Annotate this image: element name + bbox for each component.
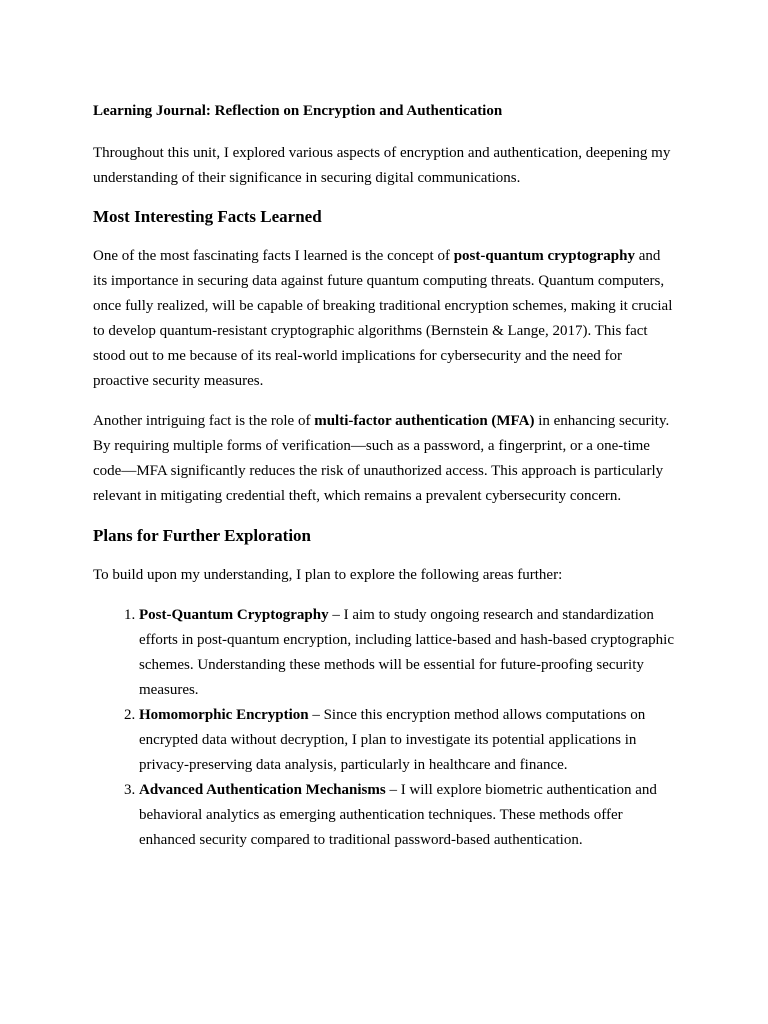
paragraph-text: One of the most fascinating facts I learned is the concept of — [93, 248, 454, 264]
paragraph-text: and its importance in securing data against future quantum computing threats. Quantum computers, once fully realized, will be capable of breaking traditional encryption schemes, making it crucial to develop quantum-resistant cryptographic algorithms (Bernstein & Lange, 2017). This fact stood out to me because of its real-world implications for cybersecurity and the need for proactive security measures. — [93, 248, 673, 389]
list-item-title: Post-Quantum Cryptography — [139, 607, 329, 623]
bold-term: post-quantum cryptography — [453, 248, 635, 264]
list-item-text: – I will explore biometric authentication and behavioral analytics as emerging authentication techniques. These methods offer enhanced security compared to traditional password-based authentication. — [139, 782, 657, 848]
list-item-title: Advanced Authentication Mechanisms — [139, 782, 386, 798]
list-item — [139, 778, 676, 853]
list-item-title: Homomorphic Encryption — [139, 707, 309, 723]
list-item — [139, 603, 676, 703]
plans-list — [93, 603, 676, 853]
section-heading-facts: Most Interesting Facts Learned — [93, 207, 322, 226]
paragraph-text: in enhancing security. By requiring multiple forms of verification—such as a password, a fingerprint, or a one-time code—MFA significantly reduces the risk of unauthorized access. This approach is particularly relevant in mitigating credential theft, which remains a prevalent cybersecurity concern. — [93, 413, 670, 504]
bold-term: multi-factor authentication (MFA) — [314, 413, 535, 429]
list-item-text: – I aim to study ongoing research and standardization efforts in post-quantum encryption, including lattice-based and hash-based cryptographic schemes. Understanding these methods will be essential for future-proofing security measures. — [139, 607, 674, 698]
paragraph-post-quantum — [93, 244, 676, 394]
plans-intro-paragraph: To build upon my understanding, I plan to explore the following areas further: — [93, 567, 563, 583]
document-title: Learning Journal: Reflection on Encryption and Authentication — [93, 103, 503, 119]
list-item — [139, 703, 676, 778]
list-item-text: – Since this encryption method allows computations on encrypted data without decryption, I plan to investigate its potential applications in privacy-preserving data analysis, particularly in healthcare and finance. — [139, 707, 646, 773]
paragraph-mfa — [93, 409, 676, 509]
intro-paragraph: Throughout this unit, I explored various aspects of encryption and authentication, deepening my understanding of their significance in securing digital communications. — [93, 145, 671, 186]
paragraph-text: Another intriguing fact is the role of — [93, 413, 315, 429]
section-heading-plans: Plans for Further Exploration — [93, 526, 312, 545]
